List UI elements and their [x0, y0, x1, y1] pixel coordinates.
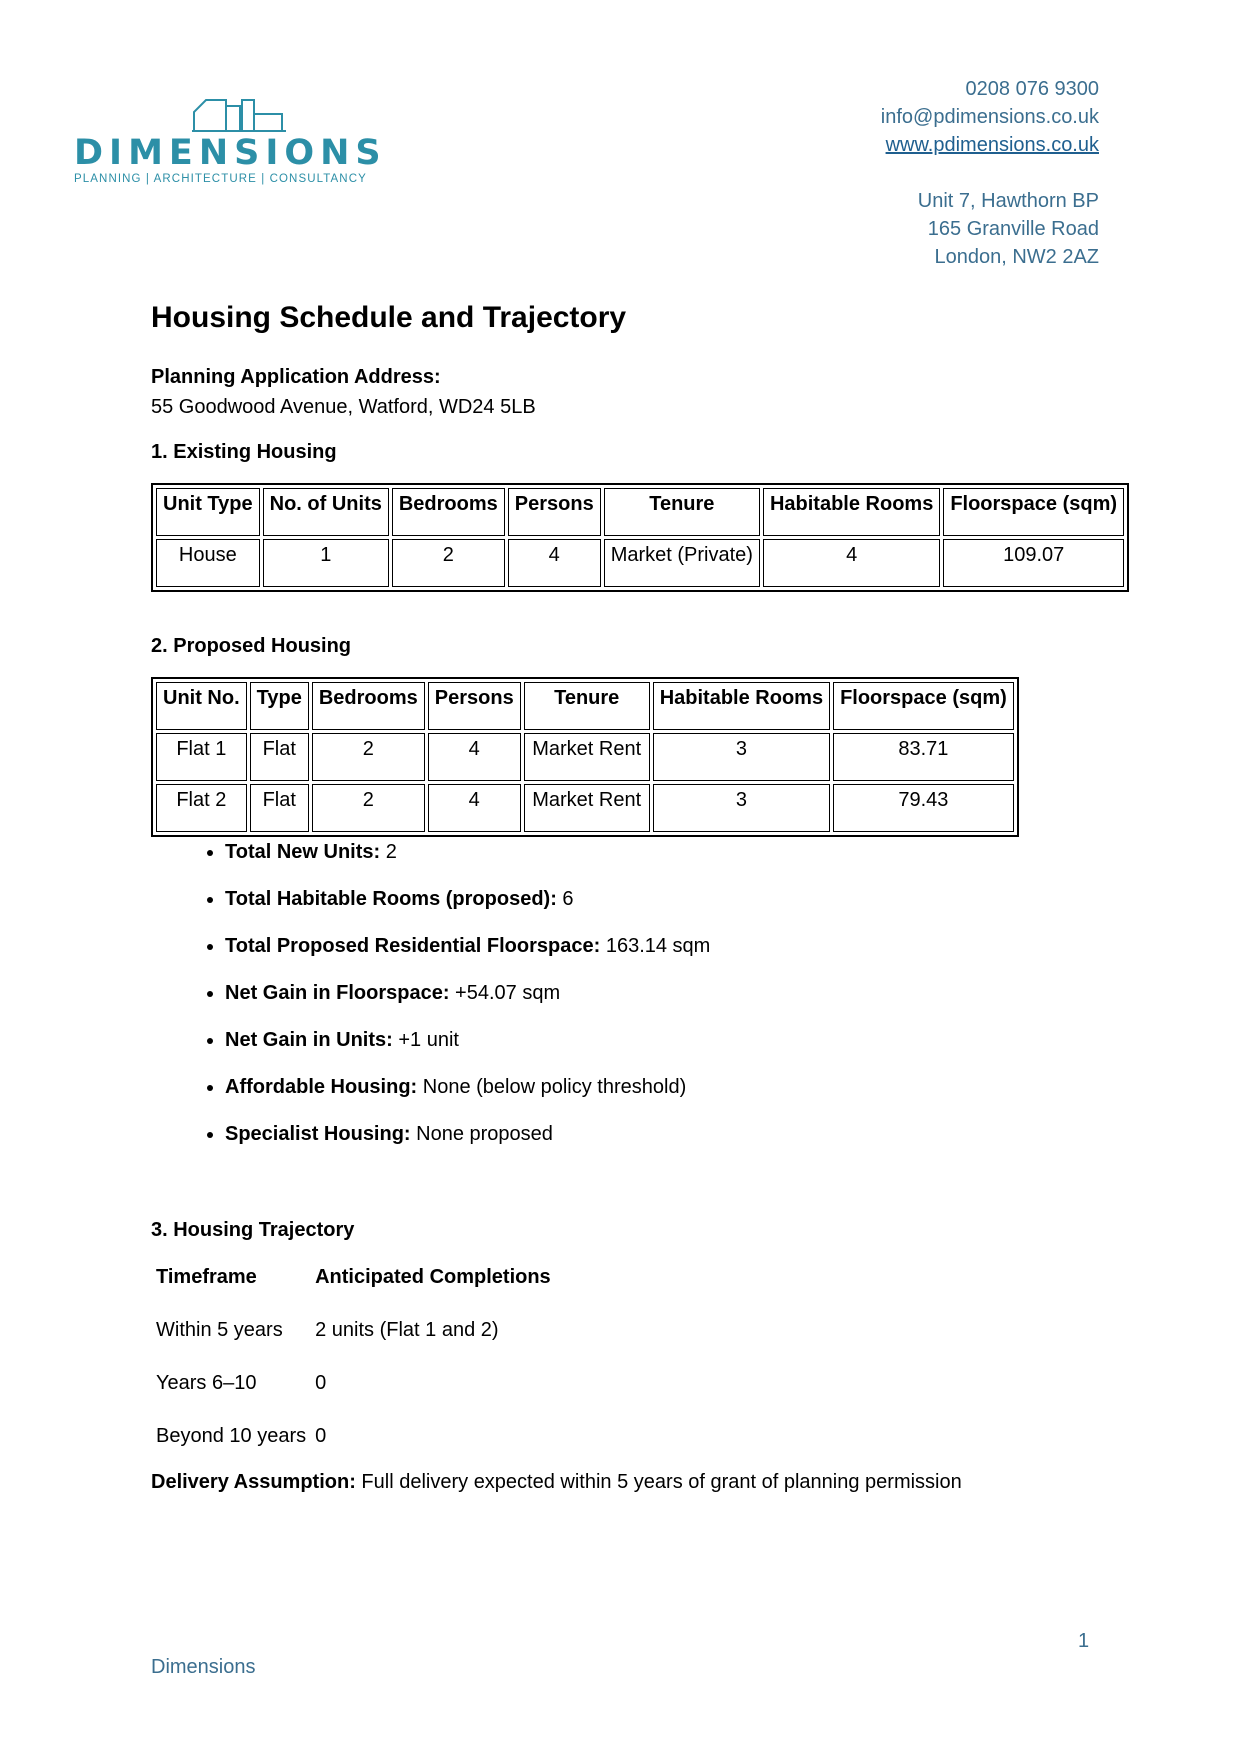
table-cell: 109.07 — [943, 539, 1124, 587]
list-item — [225, 884, 1111, 914]
table-cell: Flat — [250, 784, 309, 832]
table-header-row — [153, 1251, 557, 1304]
list-item — [225, 1072, 1111, 1102]
table-header-cell: Anticipated Completions — [315, 1266, 551, 1288]
stat-value: None (below policy threshold) — [417, 1076, 687, 1098]
table-header-cell: Tenure — [524, 682, 650, 730]
table-cell: Within 5 years — [156, 1319, 283, 1341]
table-cell: 0 — [315, 1372, 327, 1394]
table-header-cell: Tenure — [604, 488, 760, 536]
stat-label: Affordable Housing: — [225, 1076, 418, 1098]
trajectory-table — [153, 1251, 557, 1463]
stat-value: 6 — [556, 888, 574, 910]
page-title: Housing Schedule and Trajectory — [151, 301, 627, 334]
table-row — [153, 1357, 557, 1410]
table-header-cell: Unit Type — [156, 488, 260, 536]
table-cell: 3 — [653, 784, 830, 832]
existing-housing-table — [151, 483, 1129, 592]
stat-label: Total Proposed Residential Floorspace: — [225, 935, 601, 957]
stat-label: Total New Units: — [225, 841, 381, 863]
table-cell: 4 — [508, 539, 601, 587]
page-number: 1 — [1078, 1630, 1090, 1652]
delivery-value: Full delivery expected within 5 years of grant of planning permission — [355, 1471, 962, 1493]
table-cell: 1 — [263, 539, 389, 587]
list-item — [225, 1119, 1111, 1149]
stat-value: +54.07 sqm — [449, 982, 561, 1004]
table-header-row — [156, 488, 1124, 536]
company-logo — [74, 98, 416, 185]
stat-value: None proposed — [410, 1123, 553, 1145]
table-header-cell: Floorspace (sqm) — [943, 488, 1124, 536]
table-row — [156, 784, 1014, 832]
address-label: Planning Application Address: — [151, 366, 441, 388]
proposed-housing-table — [151, 677, 1019, 837]
table-cell: Flat — [250, 733, 309, 781]
trajectory-heading: 3. Housing Trajectory — [151, 1219, 355, 1241]
table-row — [156, 539, 1124, 587]
housing-stats-list — [151, 837, 1111, 1149]
table-row — [156, 733, 1014, 781]
email-link[interactable]: info@pdimensions.co.uk — [880, 106, 1099, 128]
table-header-cell: Persons — [428, 682, 521, 730]
existing-housing-heading: 1. Existing Housing — [151, 441, 337, 463]
table-cell: Market Rent — [524, 784, 650, 832]
table-header-cell: Floorspace (sqm) — [833, 682, 1014, 730]
stat-value: 2 — [380, 841, 397, 863]
table-cell: 4 — [428, 733, 521, 781]
logo-tagline: PLANNING | ARCHITECTURE | CONSULTANCY — [74, 173, 367, 185]
table-header-cell: Unit No. — [156, 682, 247, 730]
table-cell: 2 — [392, 539, 505, 587]
table-cell: Flat 2 — [156, 784, 247, 832]
phone-number[interactable]: 0208 076 9300 — [965, 78, 1099, 100]
table-cell: Flat 1 — [156, 733, 247, 781]
table-cell: 79.43 — [833, 784, 1014, 832]
website-link[interactable]: www.pdimensions.co.uk — [885, 134, 1099, 156]
table-header-cell: Habitable Rooms — [653, 682, 830, 730]
table-cell: 0 — [315, 1425, 327, 1447]
address-line-3: London, NW2 2AZ — [934, 246, 1099, 268]
table-cell: Years 6–10 — [156, 1372, 257, 1394]
table-header-row — [156, 682, 1014, 730]
table-header-cell: Type — [250, 682, 309, 730]
stat-label: Total Habitable Rooms (proposed): — [225, 888, 557, 910]
stat-value: 163.14 sqm — [600, 935, 711, 957]
table-cell: Market Rent — [524, 733, 650, 781]
table-cell: Beyond 10 years — [156, 1425, 307, 1447]
table-header-cell: Bedrooms — [392, 488, 505, 536]
table-cell: House — [156, 539, 260, 587]
delivery-label: Delivery Assumption: — [151, 1471, 356, 1493]
document-body — [151, 296, 1118, 1497]
table-header-cell: Timeframe — [156, 1266, 257, 1288]
table-header-cell: Bedrooms — [312, 682, 425, 730]
table-row — [153, 1304, 557, 1357]
table-row — [153, 1410, 557, 1463]
proposed-housing-heading: 2. Proposed Housing — [151, 635, 352, 657]
delivery-assumption — [151, 1467, 1111, 1497]
table-cell: 83.71 — [833, 733, 1014, 781]
list-item — [225, 1025, 1111, 1055]
table-cell: 2 — [312, 784, 425, 832]
stat-label: Net Gain in Floorspace: — [225, 982, 450, 1004]
table-cell: 2 — [312, 733, 425, 781]
table-cell: Market (Private) — [604, 539, 760, 587]
list-item — [225, 978, 1111, 1008]
stat-label: Specialist Housing: — [225, 1123, 411, 1145]
logo-wordmark: DIMENSIONS — [74, 133, 387, 173]
table-header-cell: No. of Units — [263, 488, 389, 536]
stat-value: +1 unit — [392, 1029, 459, 1051]
address-line-2: 165 Granville Road — [927, 218, 1099, 240]
table-header-cell: Habitable Rooms — [763, 488, 940, 536]
table-header-cell: Persons — [508, 488, 601, 536]
table-cell: 4 — [763, 539, 940, 587]
address-line-1: Unit 7, Hawthorn BP — [917, 190, 1099, 212]
stat-label: Net Gain in Units: — [225, 1029, 393, 1051]
table-cell: 2 units (Flat 1 and 2) — [315, 1319, 499, 1341]
list-item — [225, 837, 1111, 867]
footer-company-name: Dimensions — [151, 1656, 256, 1678]
address-value: 55 Goodwood Avenue, Watford, WD24 5LB — [151, 396, 536, 418]
building-outline-icon — [192, 98, 288, 132]
list-item — [225, 931, 1111, 961]
contact-block — [881, 75, 1099, 271]
table-cell: 3 — [653, 733, 830, 781]
table-cell: 4 — [428, 784, 521, 832]
